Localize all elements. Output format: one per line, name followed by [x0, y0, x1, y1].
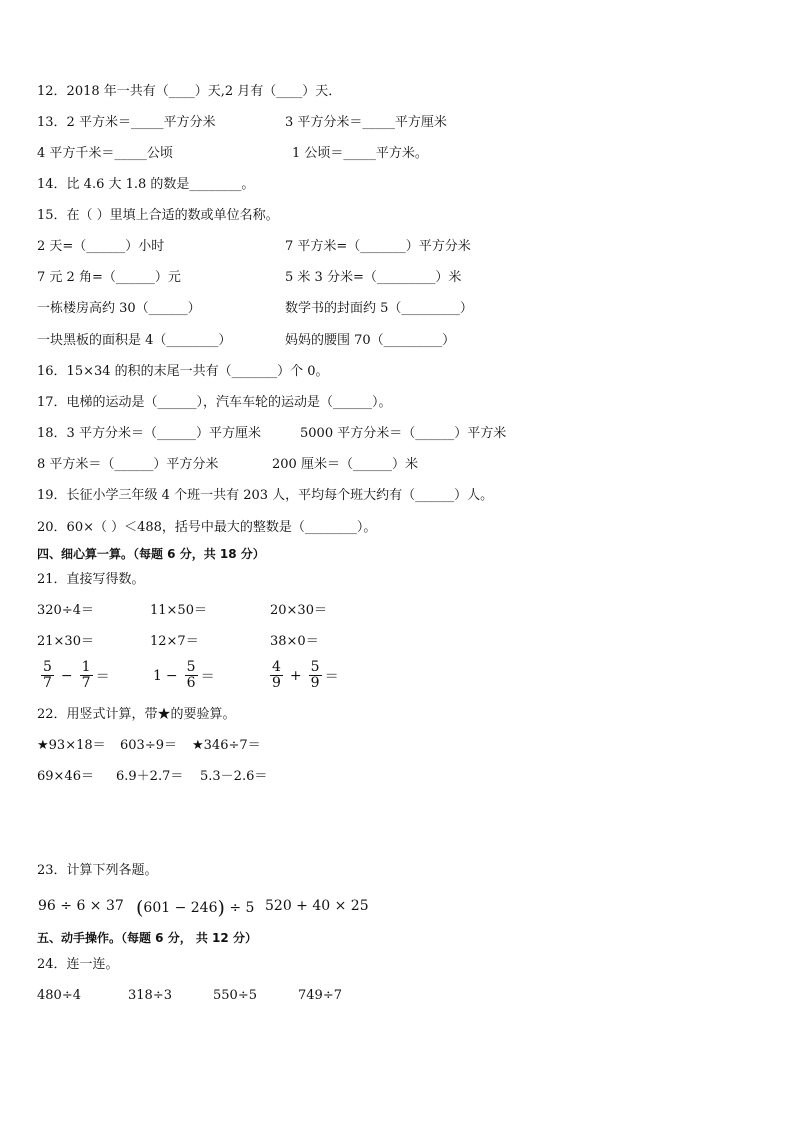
q13-b: 3 平方分米＝_____平方厘米 — [285, 115, 447, 130]
q18-a: 18．3 平方分米＝（______）平方厘米 — [37, 426, 261, 441]
q23-expr-3: 520 + 40 × 25 — [265, 898, 369, 914]
q15-row1-left: 2 天=（______）小时 — [37, 239, 165, 254]
q24-title: 24．连一连。 — [37, 957, 119, 972]
q21-title: 21．直接写得数。 — [37, 572, 145, 587]
q20: 20．60×（ ）＜488，括号中最大的整数是（________）。 — [37, 520, 377, 535]
q15-row4-left: 一块黑板的面积是 4（________） — [37, 333, 232, 348]
q22-r1-c1: ★93×18＝ — [37, 738, 106, 753]
section4-heading: 四、细心算一算。（每题 6 分，共 18 分） — [37, 547, 265, 561]
q23-expr-2: (601 − 246) ÷ 5 — [136, 897, 255, 919]
q21-r1-c1: 320÷4＝ — [37, 603, 94, 618]
q16: 16．15×34 的积的末尾一共有（_______）个 0。 — [37, 364, 329, 379]
q22-r2-c2: 6.9＋2.7＝ — [116, 769, 184, 784]
q22-r2-c1: 69×46＝ — [37, 769, 94, 784]
q22-r2-c3: 5.3－2.6＝ — [200, 769, 268, 784]
q21-fraction-3: $\frac{4}{9}$ + $\frac{5}{9}$ ＝ — [272, 659, 339, 691]
q21-fraction-2: 1 − $\frac{5}{6}$ ＝ — [153, 659, 215, 691]
q17: 17．电梯的运动是（______），汽车车轮的运动是（______）。 — [37, 395, 392, 410]
q18-c: 8 平方米＝（______）平方分米 — [37, 457, 219, 472]
q22-r1-c2: 603÷9＝ — [120, 738, 177, 753]
q22-r1-c3: ★346÷7＝ — [192, 738, 261, 753]
q15-row1-right: 7 平方米=（_______）平方分米 — [285, 239, 471, 254]
q19: 19．长征小学三年级 4 个班一共有 203 人，平均每个班大约有（______）人。 — [37, 488, 494, 503]
q21-r2-c2: 12×7＝ — [150, 634, 199, 649]
q22-title: 22．用竖式计算，带★的要验算。 — [37, 707, 236, 722]
q12: 12．2018 年一共有（____）天,2 月有（____）天． — [37, 84, 342, 99]
q23-title: 23．计算下列各题。 — [37, 863, 158, 878]
q15-row2-right: 5 米 3 分米=（_________）米 — [285, 270, 462, 285]
q24-item-4: 749÷7 — [298, 988, 342, 1003]
q13-d: 1 公顷＝_____平方米。 — [292, 146, 428, 161]
q15-row3-right: 数学书的封面约 5（_________） — [285, 301, 473, 316]
q21-r2-c3: 38×0＝ — [270, 634, 319, 649]
q23-expr-1: 96 ÷ 6 × 37 — [38, 898, 124, 914]
q24-item-1: 480÷4 — [37, 988, 81, 1003]
q13-a: 13．2 平方米＝_____平方分米 — [37, 115, 216, 130]
section5-heading: 五、动手操作。（每题 6 分， 共 12 分） — [37, 931, 257, 945]
q24-item-3: 550÷5 — [213, 988, 257, 1003]
q15-row4-right: 妈妈的腰围 70（_________） — [285, 333, 456, 348]
q18-b: 5000 平方分米＝（______）平方米 — [300, 426, 507, 441]
q13-c: 4 平方千米＝_____公顷 — [37, 146, 173, 161]
q15-title: 15．在（ ）里填上合适的数或单位名称。 — [37, 208, 279, 223]
q21-r1-c3: 20×30＝ — [270, 603, 327, 618]
q14: 14．比 4.6 大 1.8 的数是________。 — [37, 177, 255, 192]
q18-d: 200 厘米＝（______）米 — [272, 457, 418, 472]
q15-row2-left: 7 元 2 角=（______）元 — [37, 270, 181, 285]
q21-fraction-1: $\frac{5}{7}$ − $\frac{1}{7}$ ＝ — [43, 659, 110, 691]
q21-r2-c1: 21×30＝ — [37, 634, 94, 649]
q21-r1-c2: 11×50＝ — [150, 603, 207, 618]
q24-item-2: 318÷3 — [128, 988, 172, 1003]
q15-row3-left: 一栋楼房高约 30（______） — [37, 301, 201, 316]
